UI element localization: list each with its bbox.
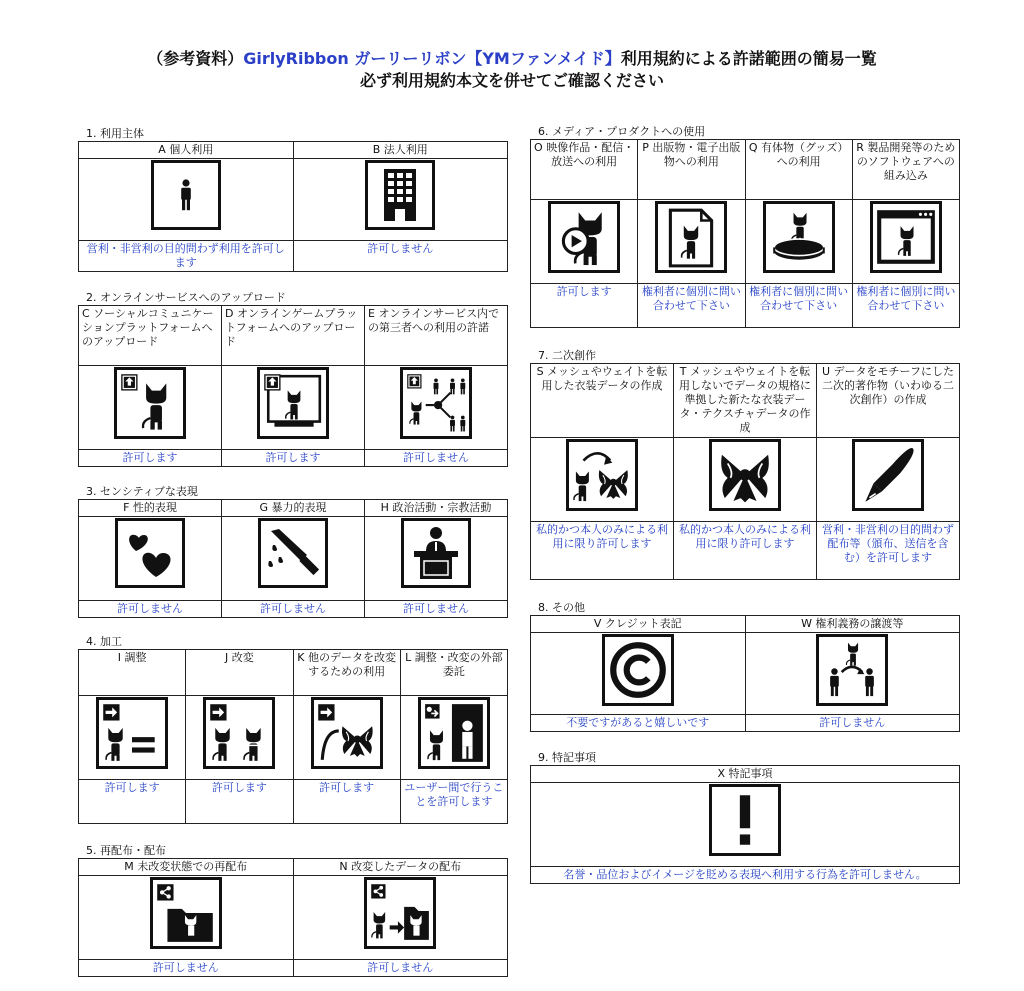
col-header: R 製品開発等のためのソフトウェアへの組み込み [852, 140, 959, 200]
title-line-2: 必ず利用規約本文を併せてご確認ください [359, 71, 664, 90]
result-text: 許可しません [365, 450, 508, 467]
upload-cat-icon [114, 367, 186, 439]
permission-table [530, 139, 960, 328]
result-text: 許可します [531, 284, 638, 328]
result-text: 私的かつ本人のみによる利用に限り許可します [674, 522, 817, 580]
person-icon [151, 160, 221, 230]
result-text: 営利・非営利の目的問わず利用を許可します [79, 241, 294, 272]
result-text: 許可します [186, 780, 293, 824]
result-text: 許可しません [79, 960, 294, 977]
permission-table [78, 858, 508, 977]
result-text: 許可します [79, 450, 222, 467]
software-cat-icon [870, 201, 942, 273]
figure-cat-icon [763, 201, 835, 273]
permission-table [78, 649, 508, 824]
share-cat-folder-icon [364, 877, 436, 949]
section-redistribution [78, 843, 508, 977]
copyright-icon [602, 634, 674, 706]
col-header: W 権利義務の譲渡等 [745, 616, 960, 633]
title-suffix: 利用規約による許諾範囲の簡易一覧 [620, 49, 877, 68]
title-brand: GirlyRibbon ガーリーリボン【YMファンメイド】 [243, 49, 621, 68]
upload-share-users-icon [400, 367, 472, 439]
section-other [530, 600, 960, 732]
section-title: 1. 利用主体 [86, 127, 144, 140]
section-sensitive [78, 484, 508, 618]
arrow-cat-ribbon-icon [311, 697, 383, 769]
section-online-upload [78, 290, 508, 467]
result-text: 名誉・品位およびイメージを貶める表現へ利用する行為を許可しません。 [531, 867, 960, 884]
result-text: 許可します [79, 780, 186, 824]
hearts-icon [115, 518, 185, 588]
result-text: 許可しません [745, 715, 960, 732]
result-text: 権利者に個別に問い合わせて下さい [638, 284, 745, 328]
title-prefix: （参考資料） [147, 49, 244, 68]
result-text: 許可します [293, 780, 400, 824]
col-header: S メッシュやウェイトを転用した衣装データの作成 [531, 364, 674, 438]
knife-icon [258, 518, 328, 588]
result-text: 許可しません [79, 601, 222, 618]
section-title: 3. センシティブな表現 [86, 485, 198, 498]
section-title: 4. 加工 [86, 635, 122, 648]
permission-table [78, 499, 508, 618]
col-header: J 改変 [186, 650, 293, 696]
share-folder-cat-icon [150, 877, 222, 949]
col-header: T メッシュやウェイトを転用しないでデータの規格に準拠した新たな衣装データ・テクスチャデータの作成 [674, 364, 817, 438]
building-icon [365, 160, 435, 230]
col-header: P 出版物・電子出版物への利用 [638, 140, 745, 200]
section-special-notes [530, 750, 960, 884]
col-header: I 調整 [79, 650, 186, 696]
section-title: 9. 特記事項 [538, 751, 596, 764]
col-header: N 改変したデータの配布 [293, 859, 508, 876]
arrow-cat-fox-icon [203, 697, 275, 769]
document-cat-icon [655, 201, 727, 273]
result-text: 権利者に個別に問い合わせて下さい [852, 284, 959, 328]
col-header: H 政治活動・宗教活動 [365, 500, 508, 517]
video-cat-icon [548, 201, 620, 273]
permission-table [530, 615, 960, 732]
permission-table [530, 765, 960, 884]
col-header: B 法人利用 [293, 142, 508, 159]
col-header: D オンラインゲームプラットフォームへのアップロード [222, 306, 365, 366]
result-text: 不要ですがあると嬉しいです [531, 715, 746, 732]
section-usage-subject [78, 126, 508, 272]
result-text: 私的かつ本人のみによる利用に限り許可します [531, 522, 674, 580]
col-header: Q 有体物（グッズ）への利用 [745, 140, 852, 200]
result-text: 許可しません [293, 960, 508, 977]
col-header: M 未改変状態での再配布 [79, 859, 294, 876]
col-header: U データをモチーフにした二次的著作物（いわゆる二次創作）の作成 [817, 364, 960, 438]
result-text: 許可します [222, 450, 365, 467]
section-media-products [530, 124, 960, 328]
pen-icon [852, 439, 924, 511]
col-header: V クレジット表記 [531, 616, 746, 633]
col-header: C ソーシャルコミュニケーションプラットフォームへのアップロード [79, 306, 222, 366]
section-title: 8. その他 [538, 601, 585, 614]
col-header: K 他のデータを改変するための利用 [293, 650, 400, 696]
result-text: 営利・非営利の目的問わず配布等（頒布、送信を含む）を許可します [817, 522, 960, 580]
col-header: A 個人利用 [79, 142, 294, 159]
page-title [0, 48, 1024, 92]
upload-monitor-cat-icon [257, 367, 329, 439]
section-title: 5. 再配布・配布 [86, 844, 166, 857]
col-header: X 特記事項 [531, 766, 960, 783]
col-header: O 映像作品・配信・放送への利用 [531, 140, 638, 200]
podium-speaker-icon [401, 518, 471, 588]
result-text: 許可しません [293, 241, 508, 272]
col-header: F 性的表現 [79, 500, 222, 517]
col-header: E オンラインサービス内での第三者への利用の許諾 [365, 306, 508, 366]
col-header: L 調整・改変の外部委託 [400, 650, 507, 696]
outsource-cat-icon [418, 697, 490, 769]
ribbon-icon [709, 439, 781, 511]
result-text: 許可しません [365, 601, 508, 618]
result-text: 権利者に個別に問い合わせて下さい [745, 284, 852, 328]
permission-table [78, 305, 508, 467]
result-text: ユーザー間で行うことを許可します [400, 780, 507, 824]
col-header: G 暴力的表現 [222, 500, 365, 517]
section-title: 6. メディア・プロダクトへの使用 [538, 125, 706, 138]
title-line-1 [0, 48, 1024, 70]
result-text: 許可しません [222, 601, 365, 618]
permission-table [530, 363, 960, 580]
section-derivative [530, 348, 960, 580]
permission-table [78, 141, 508, 272]
transfer-rights-icon [816, 634, 888, 706]
exclamation-icon [709, 784, 781, 856]
cat-transfer-ribbon-icon [566, 439, 638, 511]
section-title: 2. オンラインサービスへのアップロード [86, 291, 286, 304]
arrow-cat-equals-icon [96, 697, 168, 769]
section-title: 7. 二次創作 [538, 349, 596, 362]
section-processing [78, 634, 508, 824]
